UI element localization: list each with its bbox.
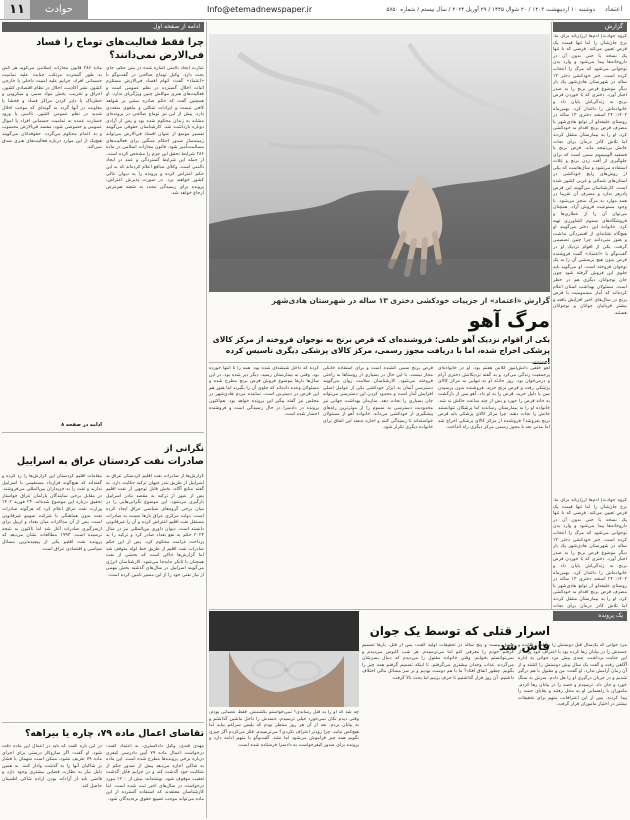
- newspaper-logo: اعتماد: [604, 5, 623, 13]
- main-story-col-2: قرص برنج سمی کشنده است و برای استفاده خانگی مجاز نیست. با این حال در بسیاری از روستاها به راحتی فروخته می‌شود. کارشناسان سلامت روان می‌گویند دسترسی آسان به ابزار خودکشی یکی از عوامل اصلی افزایش آمار است و محدود کردن این دسترسی می‌تواند جان بسیاری را نجات دهد. سازمان بهداشت جهانی نیز محدودیت دسترسی به سموم را از موثرترین راه‌های پیشگیری از خودکشی می‌داند. خانواده آهو از مسئولان خواسته‌اند تا رسیدگی کنند و اجازه ندهند این اتفاق برای خانواده دیگری تکرار شود.: [323, 366, 433, 431]
- left-bottom-col-2: در این باره گفت که باید در اعمال این ماده دقت شود. او گفت: اگر سازوکار درستی برای اجرای ماده ۷۹ تعریف نشود، ممکن است متهمان با فشار بر شاکیان آنها را به گذشت وادار کنند. به همین دلیل نیاز به نظارت قضایی بیشتری وجود دارد و قاضی باید از آزادانه بودن اراده شاکی اطمینان حاصل کند.: [2, 744, 102, 789]
- left-divider-1: [2, 432, 204, 433]
- murder-title: اسرار قتلی که توسط یک جوان فاش شد: [369, 624, 550, 653]
- main-story-kicker: گزارش «اعتماد» از جزییات خودکشی دختری ۱۳ ساله در شهرستان هادی‌شهر: [271, 296, 550, 305]
- right-column-continued: گروه حوادث| آدم‌ها ارزان‌اند برای ما. نرخ جان‌شان را اما تنها قیمت یک قرص تعیین می‌کند. قرصی که با تنها یک نسخه یا حتی بدون آن در داروخانه‌ها پیدا می‌شود و وارد بدن نوجوانی می‌شود که مرگ را انتخاب کرده است. خبر خودکشی دختر ۱۳ ساله در شهرستان هادی‌شهر یک بار دیگر موضوع قرص برنج را به صدر اخبار آورد. دختری که با خوردن قرص برنج به زندگی‌اش پایان داد و خانواده‌اش را داغدار کرد. بهمن‌ماه ۱۴۰۲، ۲۴ اسفند دختری ۱۳ ساله در روستای خلیفه‌لو از توابع هادی‌شهر با مصرف قرص برنج اقدام به خودکشی کرد. او را به بیمارستان منتقل کردند اما تلاش کادر درمان برای نجات: [553, 498, 627, 608]
- left-bottom-title: تقاضای اعمال ماده ۷۹، چاره یا بیراهه؟: [24, 728, 204, 739]
- left-mid-kicker: نگرانی از: [164, 444, 204, 454]
- main-photo: [209, 34, 550, 292]
- email-address[interactable]: Info@etemadnewspaper.ir: [207, 5, 313, 14]
- main-story-title: مرگ آهو: [468, 310, 550, 332]
- report-kicker: گزارش: [553, 22, 627, 32]
- handcuffs-illustration: [209, 611, 359, 707]
- left-mid-title: صادرات نفت کردستان عراق به اسراییل: [16, 456, 204, 467]
- handcuffs-photo: [209, 611, 359, 707]
- main-story-col-1: آهو خلفی دانش‌آموز کلاس هفتم بود. او در خانواده‌ای پرجمعیت زندگی می‌کرد و به گفته نزدیکانش دختری آرام و درس‌خوان بود. روز حادثه او به تنهایی به مرکز کالای پزشکی رفت و قرص برنج خرید. فروشنده بدون پرسیدن سن یا دلیل خرید، قرص را به او داد. آهو پس از بازگشت به خانه قرص را خورد و پس از چند ساعت حالش بد شد. خانواده او را به بیمارستان رساندند اما پزشکان نتوانستند جانش را نجات دهند. چرا مرکز کالای پزشکی باید قرص برنج بفروشد؟ فروشنده از مرکز کالای پزشکی اخراج شد اما مدتی بعد با مجوز رسمی مرکز دیگری راه انداخت.: [438, 366, 550, 431]
- dateline: دوشنبه ۱۰ اردیبهشت ۱۴۰۳ / ۲۰ شوال ۱۴۴۵ / ۲۹ آوریل ۲۰۲۴ / سال بیستم / شماره ۵۷۵۰: [386, 7, 595, 13]
- left-top-col-2: ماده ۲۸۶ قانون مجازات اسلامی می‌گوید هر کس به طور گسترده مرتکب جنایت علیه تمامیت جسمانی افراد، جرایم علیه امنیت داخلی یا خارجی کشور، نشر اکاذیب، اخلال در نظام اقتصادی کشور، احراق و تخریب، پخش مواد سمی و میکروبی و خطرناک یا دایر کردن مراکز فساد و فحشا یا معاونت در آنها گردد به گونه‌ای که موجب اخلال شدید در نظم عمومی کشور، ناامنی یا ورود خسارت عمده به تمامیت جسمانی افراد یا اموال عمومی و خصوصی شود، مفسد فی‌الارض محسوب و به اعدام محکوم می‌گردد. حقوقدانان می‌گویند هیچ‌یک از این موارد درباره فعالیت‌های هنری صدق نمی‌کند.: [2, 66, 102, 151]
- left-divider-2: [2, 722, 204, 723]
- column-rule-right: [551, 22, 552, 610]
- murder-col-2: سهیل بیست و پنج ساله در تحقیقات اولیه گفت: پس از قتل، بارها تصمیم گرفتم خودم را معرفی کنم اما می‌ترسیدم. هر شب کابوس می‌دیدم و نمی‌توانستم بخوابم. وقتی خانواده مقتول را می‌دیدم که دنبال پسرشان می‌گردند عذاب وجدان بیشتری می‌گرفتم. تا اینکه تصمیم گرفتم همه چیز را بگویم. چطور اتفاق افتاد؟ ما با هم دوست بودیم و بر سر مسائل مالی اختلاف داشتیم. آن روز قرار گذاشتیم تا حرف بزنیم اما بحث بالا گرفت.: [362, 643, 514, 681]
- main-story-col-3: کرده که داخل شیشه‌ای شده بود. همه را تا انتها خورده بود. وقتی به بیمارستان رسید، دیگر دیر شده بود. در این سال‌ها بارها موضوع فروش قرص برنج مطرح شده و مسئولان وعده داده‌اند که جلوی آن را بگیرند اما هنوز هم این قرص در دسترس است. نماینده مردم هادی‌شهر در مجلس نیز گفته پیگیر این پرونده خواهد بود. هم‌اکنون پرونده در دادسرا در حال رسیدگی است و فروشنده احضار شده است.: [209, 366, 319, 418]
- left-mid-col-1: گزارش‌ها از صادرات نفت اقلیم کردستان عراق به اسراییل از طریق بندر جیهان ترکیه حکایت دارد. به گفته منابع آگاه، بخش قابل توجهی از نفت اقلیم پس از عبور از ترکیه به مقصد بنادر اسراییل بارگیری می‌شود. این موضوع نگرانی‌هایی را در میان برخی گروه‌های سیاسی عراق ایجاد کرده است. دولت مرکزی عراق بارها نسبت به صادرات مستقل نفت اقلیم اعتراض کرده و آن را غیرقانونی دانسته است. دیوان داوری بین‌المللی نیز در سال ۲۰۲۳ حکم به نفع بغداد صادر کرد و ترکیه را به پرداخت غرامت محکوم کرد. پس از این حکم صادرات نفت اقلیم از طریق خط لوله متوقف شد اما گزارش‌ها حاکی است که بخشی از نفت همچنان با تانکر جابه‌جا می‌شود. کارشناسان انرژی می‌گویند اسراییل در سال‌های گذشته بخش مهمی از نیاز نفتی خود را از این مسیر تامین کرده است.: [106, 474, 204, 578]
- left-top-title: چرا فقط فعالیت‌های توماج را فساد فی‌الارض نمی‌دانند؟: [36, 37, 204, 61]
- murder-kicker: یک پرونده: [553, 611, 627, 621]
- page-header: [0, 0, 630, 20]
- page-number: ۱۱: [4, 0, 30, 19]
- left-top-kicker: ادامه از صفحه اول: [2, 22, 204, 32]
- main-story-subtitle: یکی از اقوام نزدیک آهو خلفی: فروشنده‌ای که قرص برنج به نوجوان فروخته از مرکز کالای پزشکی اخراج شده، اما با دریافت مجوز رسمی، مرکز کالای پزشکی دیگری تاسیس کرده: [212, 335, 550, 355]
- column-rule-left: [206, 22, 207, 818]
- left-mid-col-2: مقامات اقلیم کردستان این گزارش‌ها را رد کرده و گفته‌اند که هیچ‌گونه قرارداد مستقیمی با اسراییل ندارند و نفت را به خریداران بین‌المللی می‌فروشند. در مقابل برخی نمایندگان پارلمان عراق خواستار تحقیق درباره این موضوع شده‌اند. ۲۴ فوریه ۱۴۰۲ وزارت نفت عراق اعلام کرد که هرگونه صادرات نفت بدون هماهنگی با شرکت سومو غیرقانونی است. پس از آن مذاکرات میان بغداد و اربیل برای ازسرگیری صادرات آغاز شد اما تاکنون به نتیجه نرسیده است. ۱۹۹۳ مطالعات نشان می‌دهد که پرونده نفت اقلیم یکی از پیچیده‌ترین مسائل سیاسی و اقتصادی عراق است.: [2, 474, 102, 552]
- left-top-col-1: عبارت ایجاد ناامنی اشاره شده در متن حکم، جای بحث دارد. وکیل توماج صالحی در گفت‌وگو با «اعتماد» گفت: اتهام افساد فی‌الارض مستلزم اثبات اخلال گسترده در نظم عمومی است و فعالیت‌های هنری موکلش چنین ویژگی‌ای ندارد. او همچنین گفت که حکم صادره مبتنی بر شواهد کافی نیست و ایرادات شکلی و ماهوی متعددی دارد. پیش از این نیز توماج صالحی در پرونده‌ای مشابه به زندان محکوم شده بود و پس از آزادی دوباره بازداشت شد. کارشناسان حقوقی می‌گویند تفسیر موسع از عنوان افساد فی‌الارض می‌تواند زمینه‌ساز صدور احکام سنگین برای فعالیت‌های مسالمت‌آمیز شود. قانون مجازات اسلامی در ماده ۲۸۶ شرایط تحقق این جرم را مشخص کرده است. از جمله این شرایط گستردگی و عمد در ایجاد ناامنی است. وکلای مدافع اعلام کرده‌اند که به این حکم اعتراض کرده و پرونده را به دیوان عالی کشور خواهند برد. در صورت پذیرش اعتراض، پرونده برای رسیدگی مجدد به شعبه هم‌عرض ارجاع خواهد شد.: [106, 66, 204, 197]
- right-column-body: گروه حوادث| آدم‌ها ارزان‌اند برای ما. نرخ جان‌شان را اما تنها قیمت یک قرص تعیین می‌کند. قرصی که با تنها یک نسخه یا حتی بدون آن در داروخانه‌ها پیدا می‌شود و وارد بدن نوجوانی می‌شود که مرگ را انتخاب کرده است. خبر خودکشی دختر ۱۳ ساله در شهرستان هادی‌شهر یک بار دیگر موضوع قرص برنج را به صدر اخبار آورد. دختری که با خوردن قرص برنج به زندگی‌اش پایان داد و خانواده‌اش را داغدار کرد. بهمن‌ماه ۱۴۰۲، ۲۴ اسفند دختری ۱۳ ساله در روستای خلیفه‌لو از توابع هادی‌شهر با مصرف قرص برنج اقدام به خودکشی کرد. او را به بیمارستان منتقل کردند اما تلاش کادر درمان برای نجات جانش بی‌نتیجه ماند. قرص برنج یا فسفید آلومینیوم سمی است که برای جلوگیری از آفت زدن برنج و غلات استفاده می‌شود و سال‌هاست که یکی از روش‌های رایج خودکشی در استان‌های شمالی و غربی کشور شده است. کارشناسان می‌گویند این قرص پادزهر ندارد و مصرف آن تقریبا در همه موارد به مرگ منجر می‌شود. با وجود ممنوعیت فروش آزاد، همچنان می‌توان آن را از عطاری‌ها و فروشگاه‌های سموم کشاورزی تهیه کرد. خانواده این دختر می‌گویند او هیچ‌گاه نشانه‌ای از افسردگی نداشت و هنوز نمی‌دانند چرا چنین تصمیمی گرفت. یکی از اقوام نزدیک او در گفت‌وگو با «اعتماد» گفت فروشنده قرص بدون هیچ پرسشی آن را به یک نوجوان فروخته است. او می‌گوید باید جلوی این فروش گرفته شود چون جان نوجوانان دیگری هم در خطر است. مسئولان بهداشت استان اعلام کرده‌اند که آمار مسمومیت با قرص برنج در سال‌های اخیر افزایش یافته و بیشتر قربانیان جوانان و نوجوانان هستند.: [553, 34, 627, 316]
- sheet-hand-illustration: [209, 34, 550, 292]
- left-bottom-col-1: مهدی قندی، وکیل دادگستری، به اعتماد گفت: درخواست اعمال ماده ۷۹ آیین دادرسی کیفری درباره برخی پرونده‌ها مطرح شده است. این ماده به شاکی اجازه می‌دهد پیش از صدور حکم از شکایت خود گذشت کند و در جرایم قابل گذشت تعقیب موقوف شود. نوشته‌اند: بیش از ۱۲۰۰ مورد درخواست در سال‌های اخیر ثبت شده است. اما کارشناسان معتقدند که استفاده گسترده از این ماده می‌تواند موجب تضییع حقوق بزه‌دیدگان شود.: [106, 744, 204, 802]
- continued-note[interactable]: ادامه در صفحه ۸: [61, 422, 102, 428]
- story-divider: [209, 362, 550, 363]
- section-label: حوادث: [30, 0, 88, 19]
- murder-col-3: چه شد که او را به قتل رساندی؟ نمی‌خواستم بکشمش. فقط عصبانی بودم. وقتی دیدم تکان نمی‌خورد خیلی ترسیدم. جسدش را داخل ماشین گذاشتم و به بیابان بردم. بعد از آن هر روز منتظر بودم که پلیس سراغم بیاید اما هیچ‌کس نیامد. چرا زودتر اعتراف نکردی؟ می‌ترسیدم. فکر می‌کردم اگر چیزی نگویم همه چیز فراموش می‌شود اما نشد. گفت‌وگو با متهم ادامه دارد و پرونده برای صدور کیفرخواست به دادسرا فرستاده شده است.: [209, 710, 359, 748]
- murder-col-1: مرد جوانی که یک‌سال قبل دوستش را به قتل رسانده و جسدش را در بیابان رها کرده بود با اعتراف خود پرده از این جنایت برداشت. چندی پیش مرد جوانی به اداره آگاهی رفت و گفت یک سال پیش دوستش را کشته و از آن زمان آرامش ندارد. او گفت: من و مقتول با هم درگیر شدیم و در جریان درگیری او را هل دادم. سرش به سنگ خورد و جان داد. ترسیدم و جسد را در بیابان رها کردم. ماموران با راهنمایی او به محل رفتند و بقایای جسد را پیدا کردند. پس از این اعترافات، متهم برای تحقیقات بیشتر در اختیار ماموران قرار گرفت.: [518, 643, 627, 708]
- section-rule: [209, 609, 627, 610]
